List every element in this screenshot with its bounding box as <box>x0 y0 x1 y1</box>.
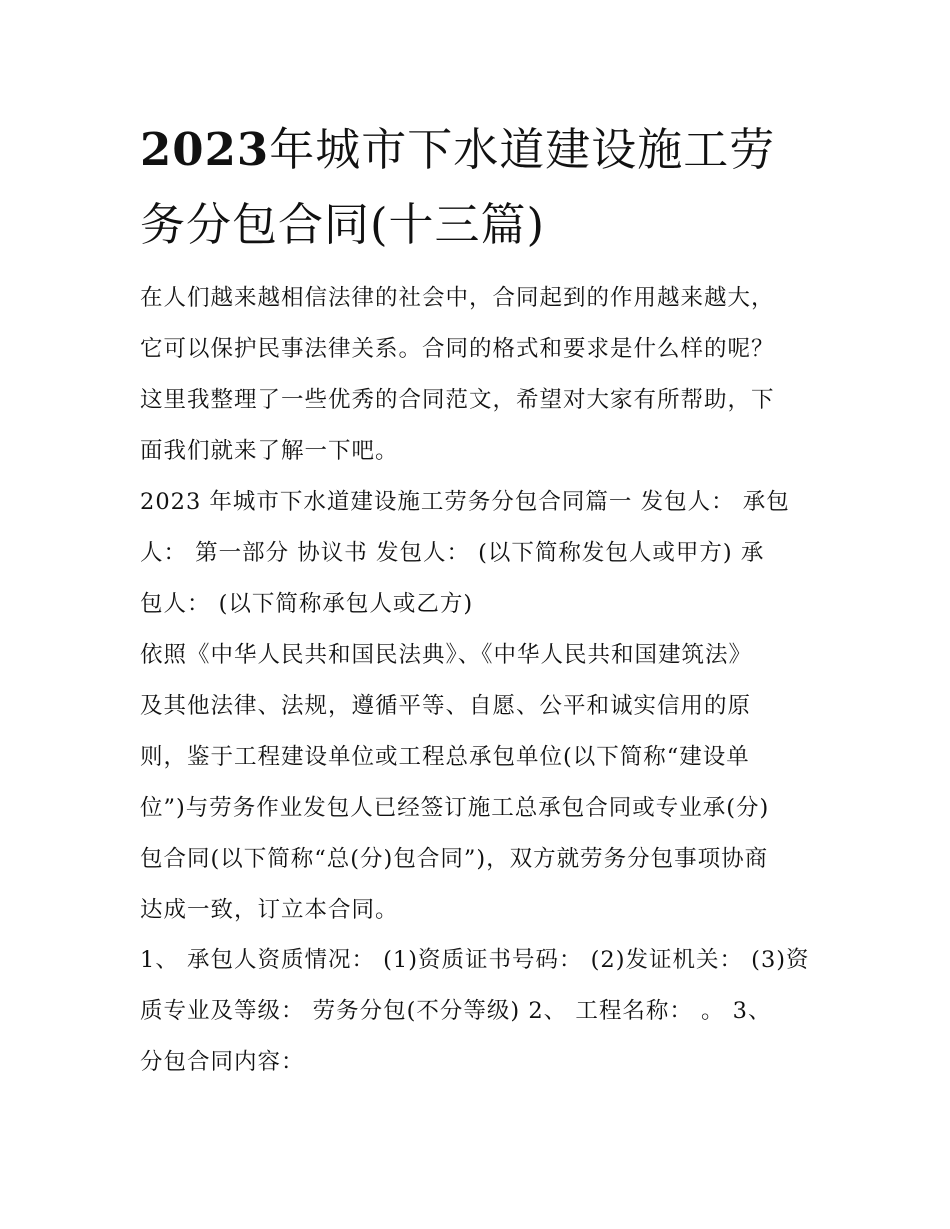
intro-line: 面我们就来了解一下吧。 <box>140 438 399 464</box>
basis-line: 达成一致，订立本合同。 <box>140 897 399 923</box>
parties-line: 包人： (以下简称承包人或乙方) <box>140 591 474 617</box>
title-line-1 <box>140 112 820 187</box>
parties-line: 人： 第一部分 协议书 发包人： (以下简称发包人或甲方) 承 <box>140 540 765 566</box>
items-line: 分包合同内容： <box>140 1049 305 1075</box>
title-year: 2023 <box>140 123 270 176</box>
basis-line: 则，鉴于工程建设单位或工程总承包单位(以下简称“建设单 <box>140 744 750 770</box>
intro-line: 它可以保护民事法律关系。合同的格式和要求是什么样的呢？ <box>140 336 775 362</box>
intro-line: 在人们越来越相信法律的社会中，合同起到的作用越来越大， <box>140 285 775 311</box>
basis-line: 位”)与劳务作业发包人已经签订施工总承包合同或专业承(分) <box>140 795 770 821</box>
intro-paragraph <box>140 273 816 477</box>
parties-line: 2023 年城市下水道建设施工劳务分包合同篇一 发包人： 承包 <box>140 489 790 515</box>
document-title <box>140 112 820 262</box>
basis-line: 及其他法律、法规，遵循平等、自愿、公平和诚实信用的原 <box>140 693 752 719</box>
title-line-2: 务分包合同(十三篇) <box>140 198 546 251</box>
basis-line: 包合同(以下简称“总(分)包合同”)，双方就劳务分包事项协商 <box>140 846 769 872</box>
items-line: 1、 承包人资质情况： (1)资质证书号码： (2)发证机关： (3)资 <box>140 947 810 973</box>
contract-items-paragraph <box>140 935 816 1088</box>
title-line-1-text: 年城市下水道建设施工劳 <box>269 123 776 176</box>
intro-line: 这里我整理了一些优秀的合同范文，希望对大家有所帮助，下 <box>140 387 775 413</box>
basis-line: 依照《中华人民共和国民法典》、《中华人民共和国建筑法》 <box>140 642 753 668</box>
parties-paragraph <box>140 477 816 630</box>
legal-basis-paragraph <box>140 630 816 936</box>
items-line: 质专业及等级： 劳务分包(不分等级) 2、 工程名称： 。 3、 <box>140 998 772 1024</box>
